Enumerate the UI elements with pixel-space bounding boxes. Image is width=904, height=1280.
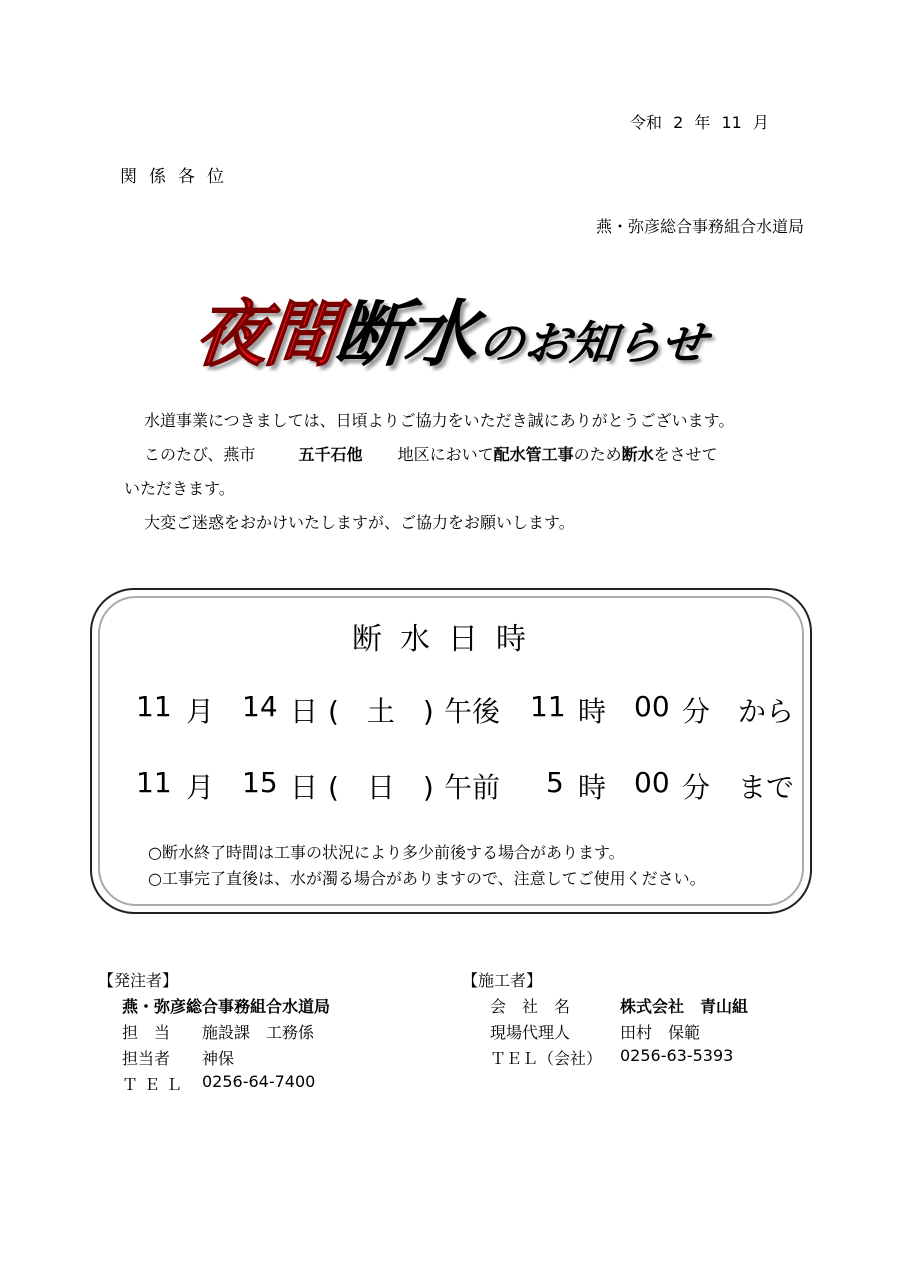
end-minute: 00 xyxy=(634,766,670,799)
area-name: 五千石他 xyxy=(298,445,363,464)
title-notice: のお知らせ xyxy=(475,316,710,370)
contractor-label: 【施工者】 xyxy=(462,971,543,990)
end-minute-unit: 分 xyxy=(682,771,711,804)
end-day: 15 xyxy=(242,766,278,799)
body-text: のため xyxy=(573,445,622,464)
body-text: このたび、燕市 xyxy=(144,445,256,464)
contractor-agent-value: 田村 保範 xyxy=(620,1023,701,1042)
title-water-stop: 断水 xyxy=(330,292,480,376)
title-night: 夜間 xyxy=(190,292,340,376)
start-minute: 00 xyxy=(634,690,670,723)
body-line-1: 水道事業につきましては、日頃よりご協力をいただき誠にありがとうございます。 xyxy=(144,411,735,430)
body-line-2 xyxy=(144,442,718,465)
orderer-name: 燕・弥彦総合事務組合水道局 xyxy=(122,997,331,1016)
end-month-unit: 月 xyxy=(186,771,215,804)
start-month-unit: 月 xyxy=(186,695,215,728)
end-hour: 5 xyxy=(546,766,564,799)
start-hour: 11 xyxy=(530,690,566,723)
work-name: 配水管工事 xyxy=(493,445,574,464)
note-turbid-water: ○工事完了直後は、水が濁る場合がありますので、注意してご使用ください。 xyxy=(148,869,706,888)
start-month: 11 xyxy=(136,690,172,723)
orderer-charge-label: 担 当 xyxy=(122,1023,171,1042)
start-suffix: から xyxy=(738,695,795,728)
recipient: 関係各位 xyxy=(120,167,236,187)
contractor-agent-label: 現場代理人 xyxy=(490,1023,571,1042)
contractor-company-label: 会 社 名 xyxy=(490,997,571,1016)
end-suffix: まで xyxy=(738,771,795,804)
orderer-tel-label: ＴＥＬ xyxy=(122,1075,189,1094)
notice-date: 令和 2 年 11 月 xyxy=(630,113,769,132)
start-ampm: 午後 xyxy=(444,695,501,728)
contractor-tel-label: ＴＥＬ（会社） xyxy=(490,1049,603,1068)
body-text: 地区において xyxy=(397,445,494,464)
end-ampm: 午前 xyxy=(444,771,501,804)
orderer-person-value: 神保 xyxy=(202,1049,235,1068)
end-day-unit: 日 xyxy=(290,771,319,804)
orderer-charge-value: 施設課 工務係 xyxy=(202,1023,315,1042)
body-line-4: 大変ご迷惑をおかけいたしますが、ご協力をお願いします。 xyxy=(144,513,575,532)
note-end-time: ○断水終了時間は工事の状況により多少前後する場合があります。 xyxy=(148,843,625,862)
start-weekday: ( 土 ) xyxy=(328,695,434,728)
end-weekday: ( 日 ) xyxy=(328,771,434,804)
schedule-heading: 断水日時 xyxy=(352,622,544,657)
end-hour-unit: 時 xyxy=(578,771,607,804)
body-text: をさせて xyxy=(653,445,718,464)
orderer-person-label: 担当者 xyxy=(122,1049,171,1068)
start-day-unit: 日 xyxy=(290,695,319,728)
water-stop-word: 断水 xyxy=(621,445,654,464)
contractor-company-value: 株式会社 青山組 xyxy=(620,997,749,1016)
contractor-tel-value: 0256-63-5393 xyxy=(620,1046,734,1065)
body-line-3: いただきます。 xyxy=(124,479,235,498)
start-minute-unit: 分 xyxy=(682,695,711,728)
end-month: 11 xyxy=(136,766,172,799)
orderer-tel-value: 0256-64-7400 xyxy=(202,1072,316,1091)
start-hour-unit: 時 xyxy=(578,695,607,728)
start-day: 14 xyxy=(242,690,278,723)
notice-title xyxy=(190,276,796,376)
orderer-label: 【発注者】 xyxy=(98,971,179,990)
issuer: 燕・弥彦総合事務組合水道局 xyxy=(596,217,805,236)
